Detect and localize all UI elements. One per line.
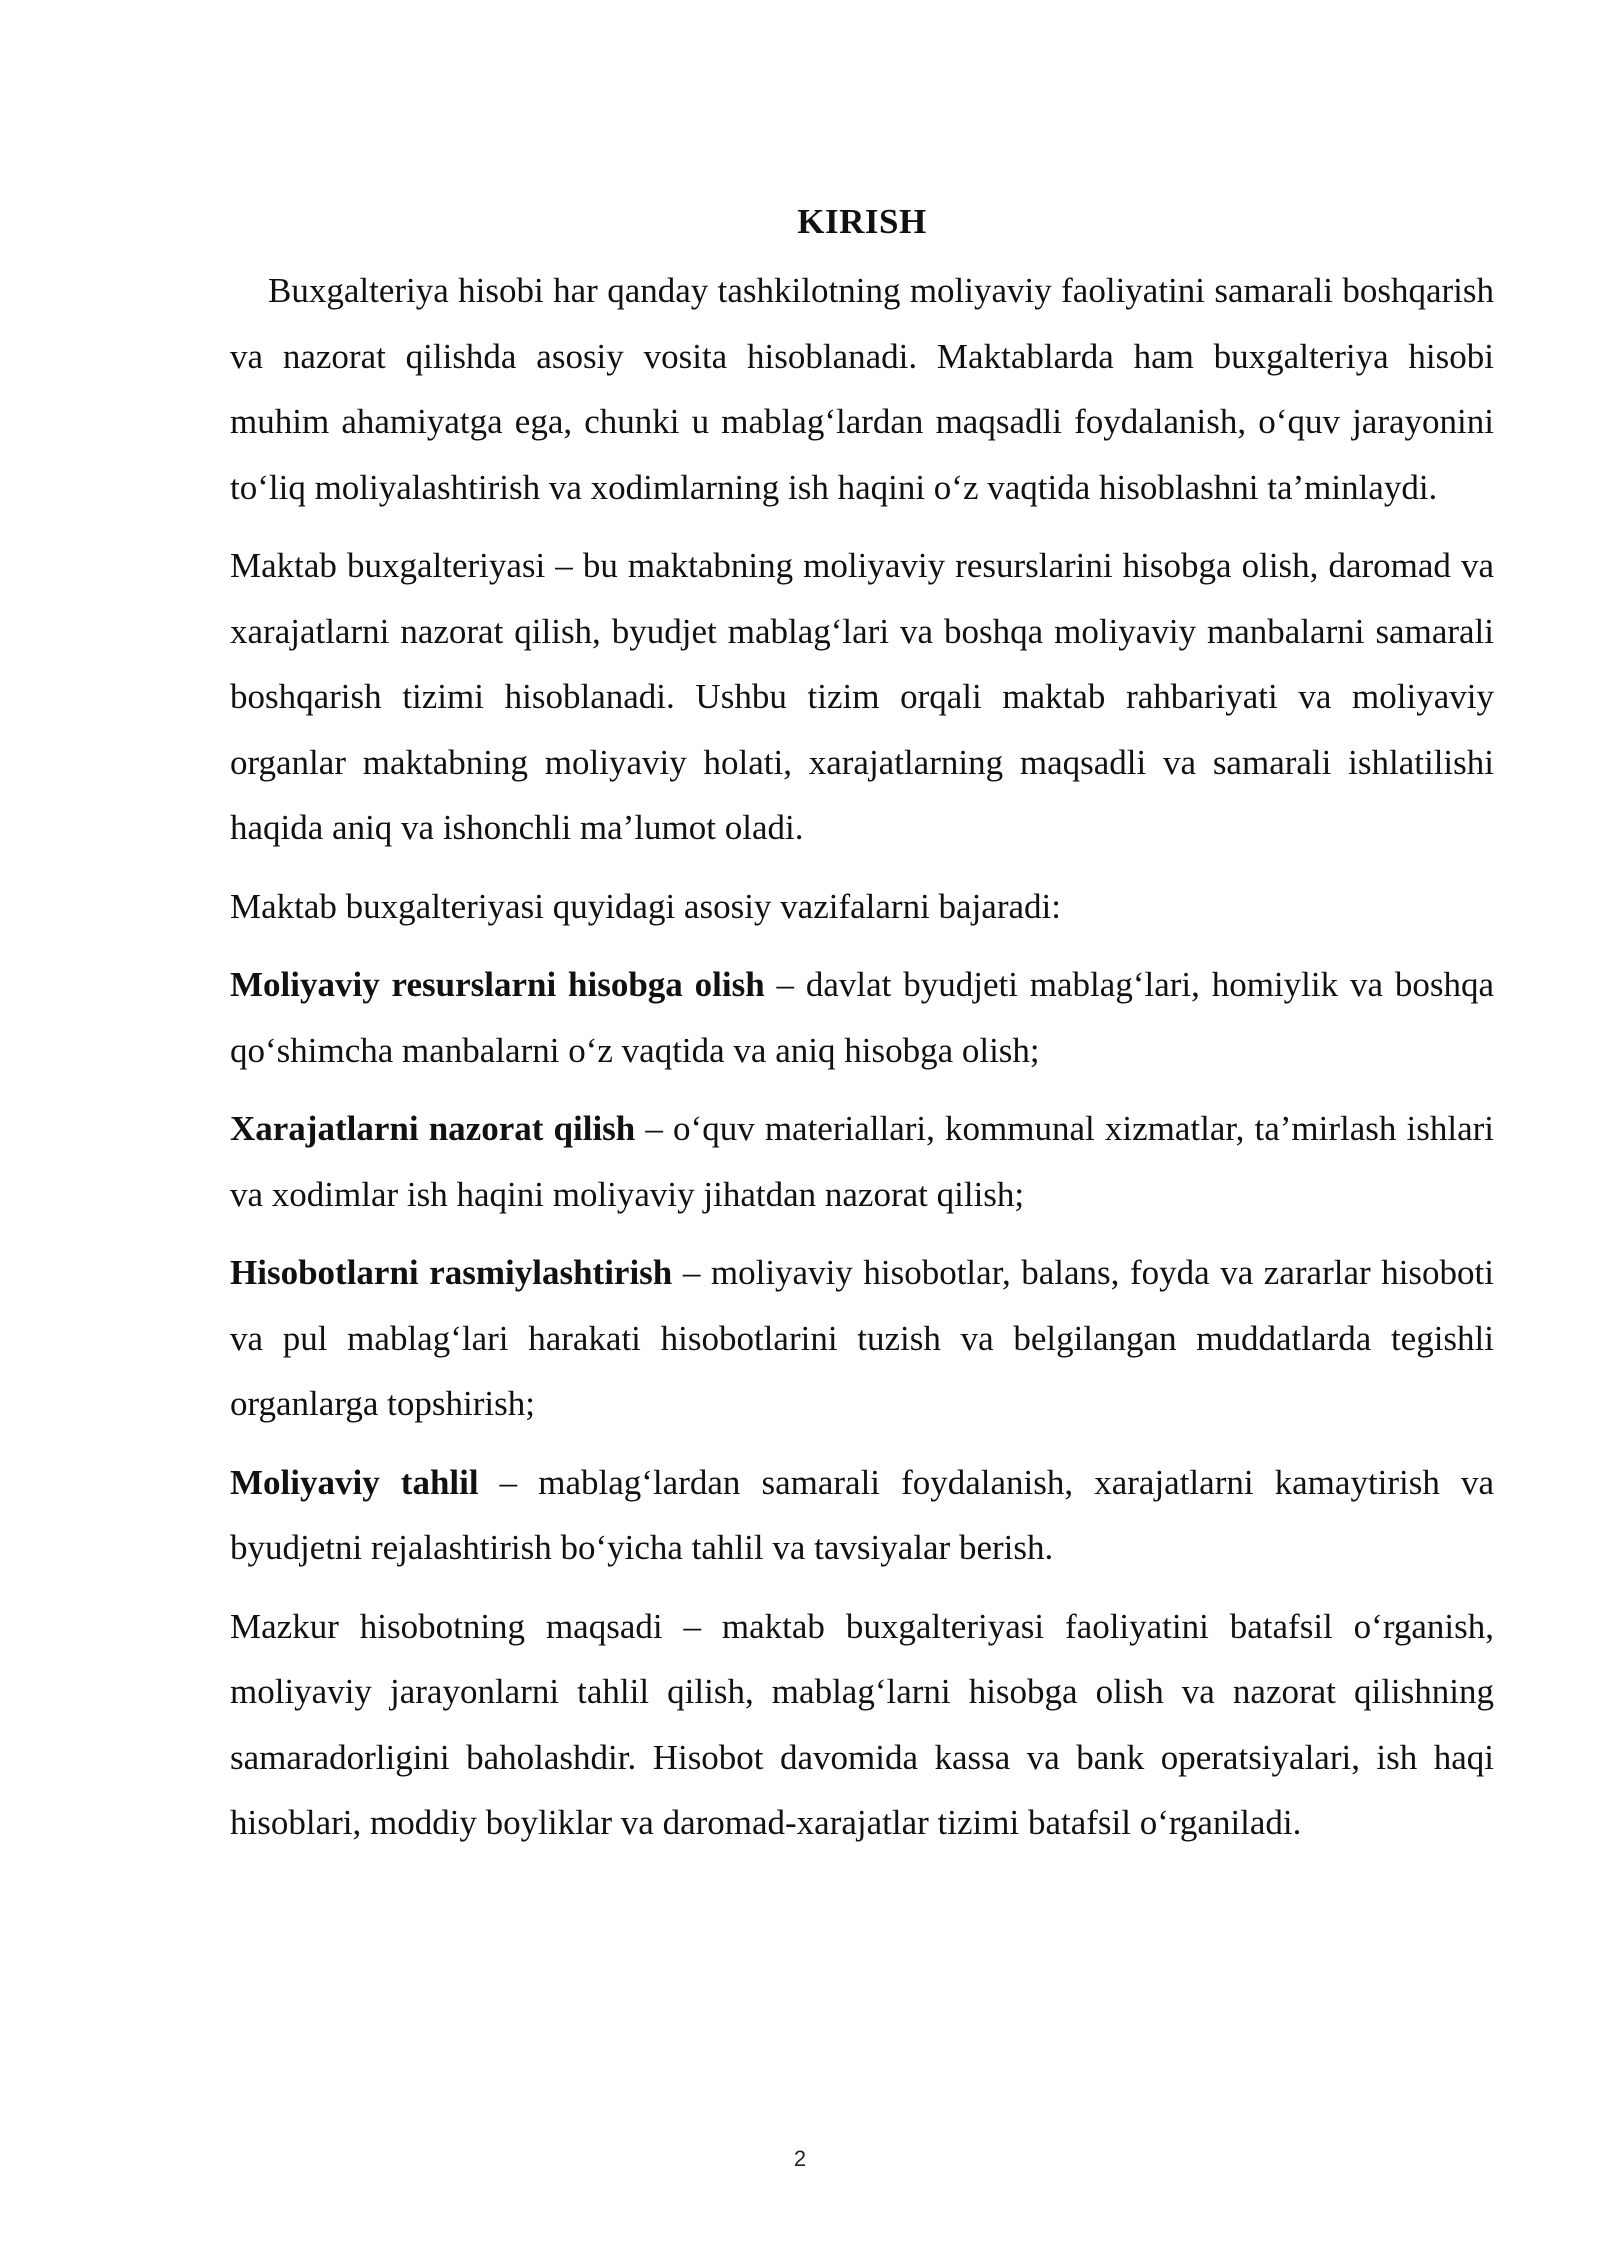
task-item xyxy=(230,1450,1494,1581)
task-term: Hisobotlarni rasmiylashtirish xyxy=(230,1253,673,1292)
intro-paragraph: Buxgalteriya hisobi har qanday tashkilotning moliyaviy faoliyatini samarali boshqarish va nazorat qilishda asosiy vosita hisoblanadi. Maktablarda ham buxgalteriya hisobi muhim ahamiyatga ega, chunki u mablag‘lardan maqsadli foydalanish, o‘quv jarayonini to‘liq moliyalashtirish va xodimlarning ish haqini o‘z vaqtida hisoblashni ta’minlaydi. xyxy=(230,271,1494,507)
task-term: Moliyaviy resurslarni hisobga olish xyxy=(230,965,765,1004)
closing-paragraph: Mazkur hisobotning maqsadi – maktab buxgalteriyasi faoliyatini batafsil o‘rganish, moliyaviy jarayonlarni tahlil qilish, mablag‘larni hisobga olish va nazorat qilishning samaradorligini baholashdir. Hisobot davomida kassa va bank operatsiyalari, ish haqi hisoblari, moddiy boyliklar va daromad-xarajatlar tizimi batafsil o‘rganiladi. xyxy=(230,1606,1494,1842)
task-term: Moliyaviy tahlil xyxy=(230,1462,479,1502)
task-item xyxy=(230,952,1494,1083)
task-description: – mablag‘lardan samarali foydalanish, xarajatlarni kamaytirish va byudjetni rejalashtirish bo‘yicha tahlil va tavsiyalar berish. xyxy=(230,1462,1495,1567)
task-description: – o‘quv materiallari, kommunal xizmatlar, ta’mirlash ishlari va xodimlar ish haqini moliyaviy jihatdan nazorat qilish; xyxy=(230,1109,1495,1214)
task-item xyxy=(230,1096,1494,1227)
page-content xyxy=(230,196,1494,1869)
task-description: – davlat byudjeti mablag‘lari, homiylik va boshqa qo‘shimcha manbalarni o‘z vaqtida va aniq hisobga olish; xyxy=(230,965,1494,1070)
tasks-lead-paragraph: Maktab buxgalteriyasi quyidagi asosiy vazifalarni bajaradi: xyxy=(230,886,1061,926)
page-number: 2 xyxy=(793,2146,807,2171)
task-term: Xarajatlarni nazorat qilish xyxy=(230,1109,636,1148)
task-item xyxy=(230,1240,1494,1437)
section-title: KIRISH xyxy=(797,202,927,241)
task-description: – moliyaviy hisobotlar, balans, foyda va zararlar hisoboti va pul mablag‘lari harakati hisobotlarini tuzish va belgilangan muddatlarda tegishli organlarga topshirish; xyxy=(230,1253,1494,1423)
definition-paragraph: Maktab buxgalteriyasi – bu maktabning moliyaviy resurslarini hisobga olish, daromad va xarajatlarni nazorat qilish, byudjet mablag‘lari va boshqa moliyaviy manbalarni samarali boshqarish tizimi hisoblanadi. Ushbu tizim orqali maktab rahbariyati va moliyaviy organlar maktabning moliyaviy holati, xarajatlarning maqsadli va samarali ishlatilishi haqida aniq va ishonchli ma’lumot oladi. xyxy=(230,546,1494,847)
